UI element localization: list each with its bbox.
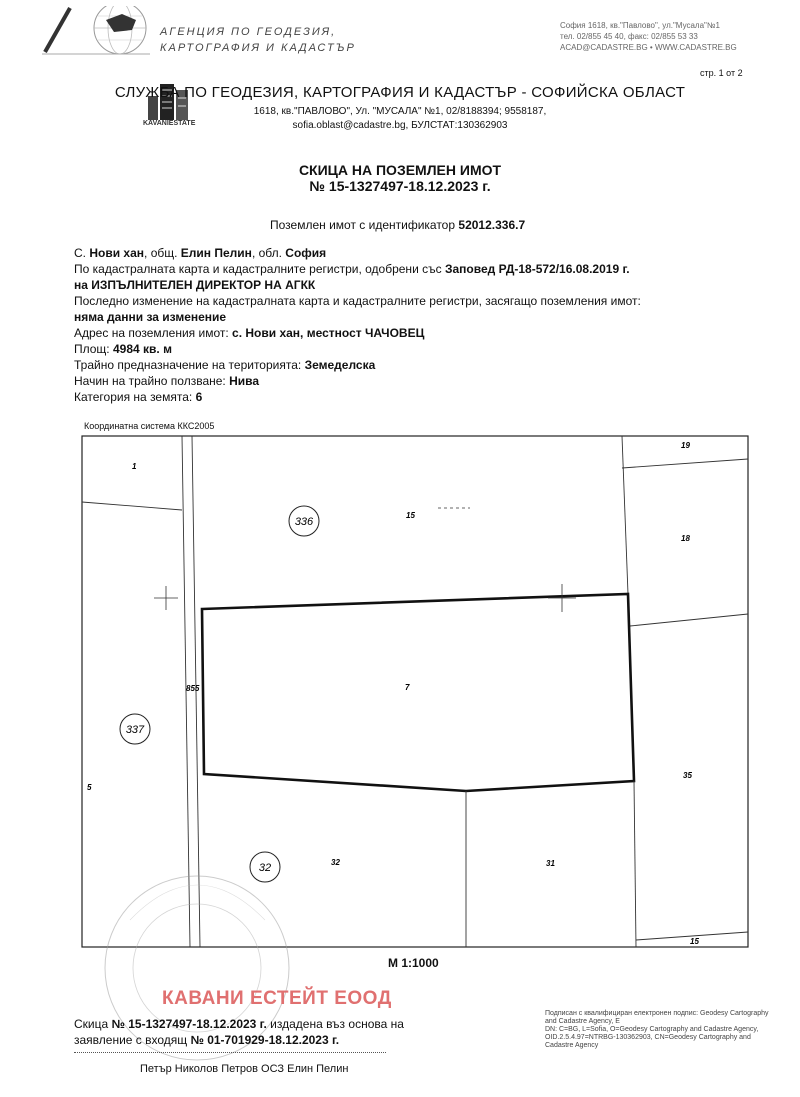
parcel-label-18: 18 xyxy=(681,534,690,543)
municipality-prefix: , общ. xyxy=(144,246,178,260)
footer-request-text: заявление с входящ xyxy=(74,1033,188,1047)
crosshair-right xyxy=(548,584,576,612)
circle-336-label: 336 xyxy=(294,516,314,528)
signature-line-5: Cadastre Agency xyxy=(545,1042,599,1049)
footer-number: № 15-1327497-18.12.2023 г. xyxy=(111,1017,267,1031)
office-title: СЛУЖБА ПО ГЕОДЕЗИЯ, КАРТОГРАФИЯ И КАДАСТЪР - СОФИЙСКА ОБЛАСТ xyxy=(114,84,686,101)
office-contacts: sofia.oblast@cadastre.bg, БУЛСТАТ:130362903 xyxy=(292,120,508,131)
boundary-31-35 xyxy=(634,781,636,947)
contact-line-3: ACAD@CADASTRE.BG • WWW.CADASTRE.BG xyxy=(560,43,737,52)
boundary-1-5 xyxy=(82,502,182,510)
purpose-value: Земеделска xyxy=(304,358,376,372)
footer-request-number: № 01-701929-18.12.2023 г. xyxy=(190,1033,340,1047)
document-title: СКИЦА НА ПОЗЕМЛЕН ИМОТ xyxy=(298,162,502,178)
office-address: 1618, кв."ПАВЛОВО", Ул. "МУСАЛА" №1, 02/8188394; 9558187, xyxy=(253,106,547,117)
map-scale: М 1:1000 xyxy=(388,956,439,970)
footer-prefix: Скица xyxy=(74,1017,109,1031)
signer-name: Петър Николов Петров ОСЗ Елин Пелин xyxy=(140,1063,349,1075)
usage-value: Нива xyxy=(229,374,260,388)
signature-line-1: Подписан с квалифициран електронен подпис: Geodesy Cartography xyxy=(545,1010,769,1017)
parcel-label-35: 35 xyxy=(683,771,692,780)
place-prefix: С. xyxy=(74,246,86,260)
signature-dotted-line xyxy=(74,1052,386,1053)
document-number: № 15-1327497-18.12.2023 г. xyxy=(309,178,491,194)
parcel-label-19: 19 xyxy=(681,441,690,450)
footer-mid: издадена въз основа на xyxy=(270,1017,404,1031)
agency-watermark: КАВАНИ ЕСТЕЙТ ЕООД xyxy=(162,988,392,1009)
boundary-19-18 xyxy=(622,459,748,468)
footer-issue xyxy=(74,1016,404,1048)
signature-line-2: and Cadastre Agency, E xyxy=(545,1018,620,1025)
footer-issue-line-1 xyxy=(74,1016,404,1032)
parcel-label-15: 15 xyxy=(406,511,415,520)
approval-text: По кадастралната карта и кадастралните регистри, одобрени със xyxy=(74,262,442,276)
boundary-18-35 xyxy=(630,614,748,626)
contact-line-2: тел. 02/855 45 40, факс: 02/855 53 33 xyxy=(560,32,698,41)
usage-label: Начин на трайно ползване: xyxy=(74,374,226,388)
parcel-label-31: 31 xyxy=(546,859,555,868)
coordinate-system-label: Координатна система ККС2005 xyxy=(84,421,215,431)
area-label: Площ: xyxy=(74,342,110,356)
road-label-855: 855 xyxy=(186,684,200,693)
identifier-value: 52012.336.7 xyxy=(458,218,526,232)
place-value: Нови хан xyxy=(89,246,145,260)
circle-337-label: 337 xyxy=(125,724,145,736)
parcel-label-15-bottom: 15 xyxy=(690,937,699,946)
parcel-label-32: 32 xyxy=(331,858,340,867)
page-number: стр. 1 от 2 xyxy=(700,68,743,78)
agency-line-1: АГЕНЦИЯ ПО ГЕОДЕЗИЯ, xyxy=(160,26,337,38)
signature-line-3: DN: C=BG, L=Sofia, O=Geodesy Cartography and Cadastre Agency, xyxy=(545,1026,759,1033)
parcel-label-1: 1 xyxy=(132,462,137,471)
identifier-label: Поземлен имот с идентификатор xyxy=(270,218,456,232)
footer-issue-line-2 xyxy=(74,1032,404,1048)
contact-line-1: София 1618, кв."Павлово", ул."Мусала"№1 xyxy=(560,21,720,30)
purpose-label: Трайно предназначение на територията: xyxy=(74,358,302,372)
parcel-label-5: 5 xyxy=(87,783,92,792)
municipality-value: Елин Пелин xyxy=(180,246,252,260)
approval-by: на ИЗПЪЛНИТЕЛЕН ДИРЕКТОР НА АГКК xyxy=(74,278,316,292)
region-value: София xyxy=(285,246,327,260)
category-value: 6 xyxy=(195,390,203,404)
circle-32-label: 32 xyxy=(258,862,272,874)
agency-line-2: КАРТОГРАФИЯ И КАДАСТЪР xyxy=(160,42,356,54)
parcel-label-7: 7 xyxy=(405,683,410,692)
last-change-label: Последно изменение на кадастралната карта и кадастралните регистри, засягащо поземления имот: xyxy=(74,294,641,308)
crosshair-left xyxy=(154,586,178,610)
address-label: Адрес на поземления имот: xyxy=(74,326,229,340)
kavani-estate-logo-label: KAVANIESTATE xyxy=(143,120,196,127)
region-prefix: , обл. xyxy=(251,246,282,260)
address-value: с. Нови хан, местност ЧАЧОВЕЦ xyxy=(232,326,425,340)
map-frame xyxy=(82,436,748,947)
category-label: Категория на земята: xyxy=(74,390,193,404)
parcel-7-outline xyxy=(202,594,634,791)
boundary-15-right xyxy=(622,436,628,594)
last-change-value: няма данни за изменение xyxy=(74,310,227,324)
electronic-signature-block xyxy=(545,1010,775,1050)
signature-line-4: OID.2.5.4.97=NTRBG-130362903, CN=Geodesy Cartography and xyxy=(545,1034,751,1041)
approval-order: Заповед РД-18-572/16.08.2019 г. xyxy=(444,262,630,276)
area-value: 4984 кв. м xyxy=(113,342,172,356)
